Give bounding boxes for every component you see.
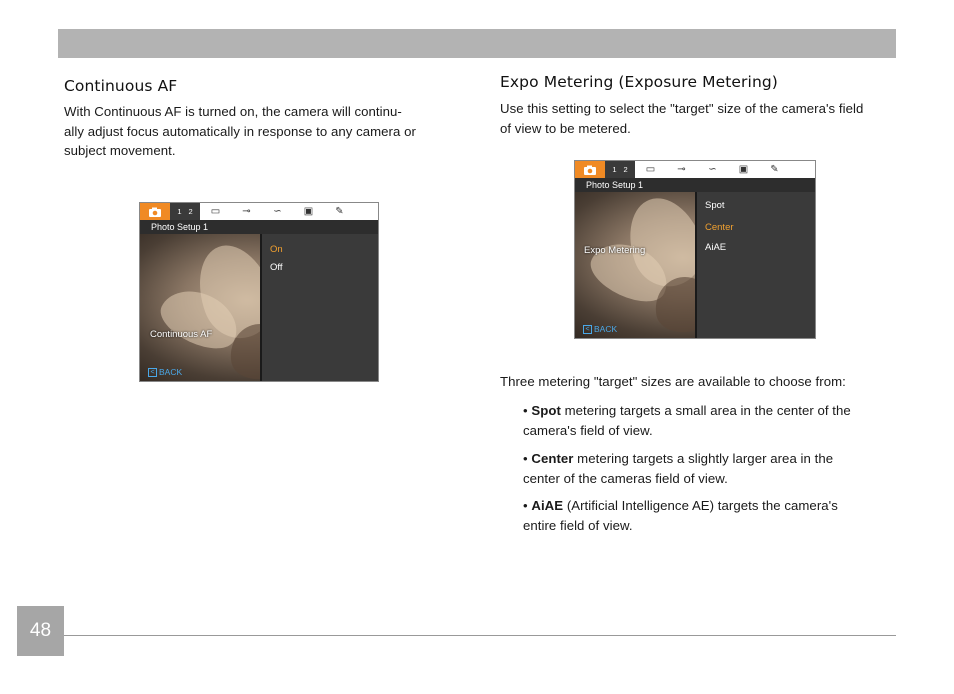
option-spot: Spot: [705, 200, 725, 211]
description-line: ally adjust focus automatically in response to any camera or: [64, 123, 416, 139]
bullet-text: entire field of view.: [523, 517, 633, 533]
continuous-af-description: [64, 102, 464, 161]
bullet-text: (Artificial Intelligence AE) targets the camera's: [563, 498, 838, 513]
page-number-2: 2: [188, 207, 193, 216]
bullet-term: AiAE: [531, 498, 564, 513]
setting-label: Expo Metering: [584, 245, 646, 256]
camera-tab-bar: [575, 161, 815, 178]
option-off: Off: [270, 262, 283, 273]
option-on: On: [270, 244, 283, 255]
bullet-aiae: • AiAE (Artificial Intelligence AE) targets the camera's entire field of view.: [523, 496, 898, 535]
expo-metering-heading: Expo Metering (Exposure Metering): [500, 73, 778, 91]
camera-screen-subtitle: Photo Setup 1: [575, 178, 815, 192]
camera-icon: [575, 161, 605, 178]
setup-page-tabs: [170, 203, 200, 220]
wave-icon: ∽: [273, 206, 282, 217]
bullet-center: • Center metering targets a slightly larger area in the center of the cameras field of view.: [523, 449, 898, 488]
continuous-af-camera-screen: [139, 202, 379, 382]
footer-rule: [64, 635, 896, 636]
header-bar: [58, 29, 896, 58]
description-line: With Continuous AF is turned on, the camera will continu-: [64, 104, 402, 119]
bullet-text: camera's field of view.: [523, 422, 653, 438]
option-center: Center: [705, 222, 734, 233]
intro-line: of view to be metered.: [500, 120, 631, 136]
back-label: BACK: [159, 367, 183, 377]
back-indicator: [148, 367, 182, 377]
page-number-2: 2: [623, 165, 628, 174]
wrench-icon: ⊸: [242, 206, 251, 217]
playback-icon: ▭: [645, 164, 656, 175]
option-menu: [260, 234, 378, 381]
wrench-icon: ⊸: [677, 164, 686, 175]
page-number-1: 1: [177, 207, 182, 216]
description-line: subject movement.: [64, 143, 176, 158]
bullet-text: metering targets a slightly larger area in the: [573, 451, 834, 466]
page-number-1: 1: [612, 165, 617, 174]
back-label: BACK: [594, 324, 618, 334]
page-number: 48: [17, 606, 64, 656]
print-icon: ▣: [303, 206, 314, 217]
setup-page-tabs: [605, 161, 635, 178]
option-aiae: AiAE: [705, 242, 727, 253]
metering-summary: Three metering "target" sizes are available to choose from:: [500, 374, 846, 389]
back-arrow-icon: <: [583, 325, 592, 334]
continuous-af-heading: Continuous AF: [64, 77, 178, 95]
edit-icon: ✎: [335, 206, 344, 217]
intro-line: Use this setting to select the "target" size of the camera's field: [500, 101, 864, 116]
playback-icon: ▭: [210, 206, 221, 217]
bullet-spot: • Spot metering targets a small area in the center of the camera's field of view.: [523, 401, 898, 440]
bullet-term: Spot: [531, 403, 561, 418]
print-icon: ▣: [738, 164, 749, 175]
setting-label: Continuous AF: [150, 329, 213, 340]
camera-icon: [140, 203, 170, 220]
camera-tab-bar: [140, 203, 378, 220]
bullet-text: metering targets a small area in the center of the: [560, 403, 851, 418]
edit-icon: ✎: [770, 164, 779, 175]
expo-metering-intro: [500, 99, 900, 138]
back-arrow-icon: <: [148, 368, 157, 377]
back-indicator: [583, 324, 617, 334]
expo-metering-camera-screen: [574, 160, 816, 339]
option-menu: [695, 192, 815, 338]
bullet-text: center of the cameras field of view.: [523, 470, 728, 486]
wave-icon: ∽: [708, 164, 717, 175]
bullet-term: Center: [531, 451, 574, 466]
camera-screen-subtitle: Photo Setup 1: [140, 220, 378, 234]
